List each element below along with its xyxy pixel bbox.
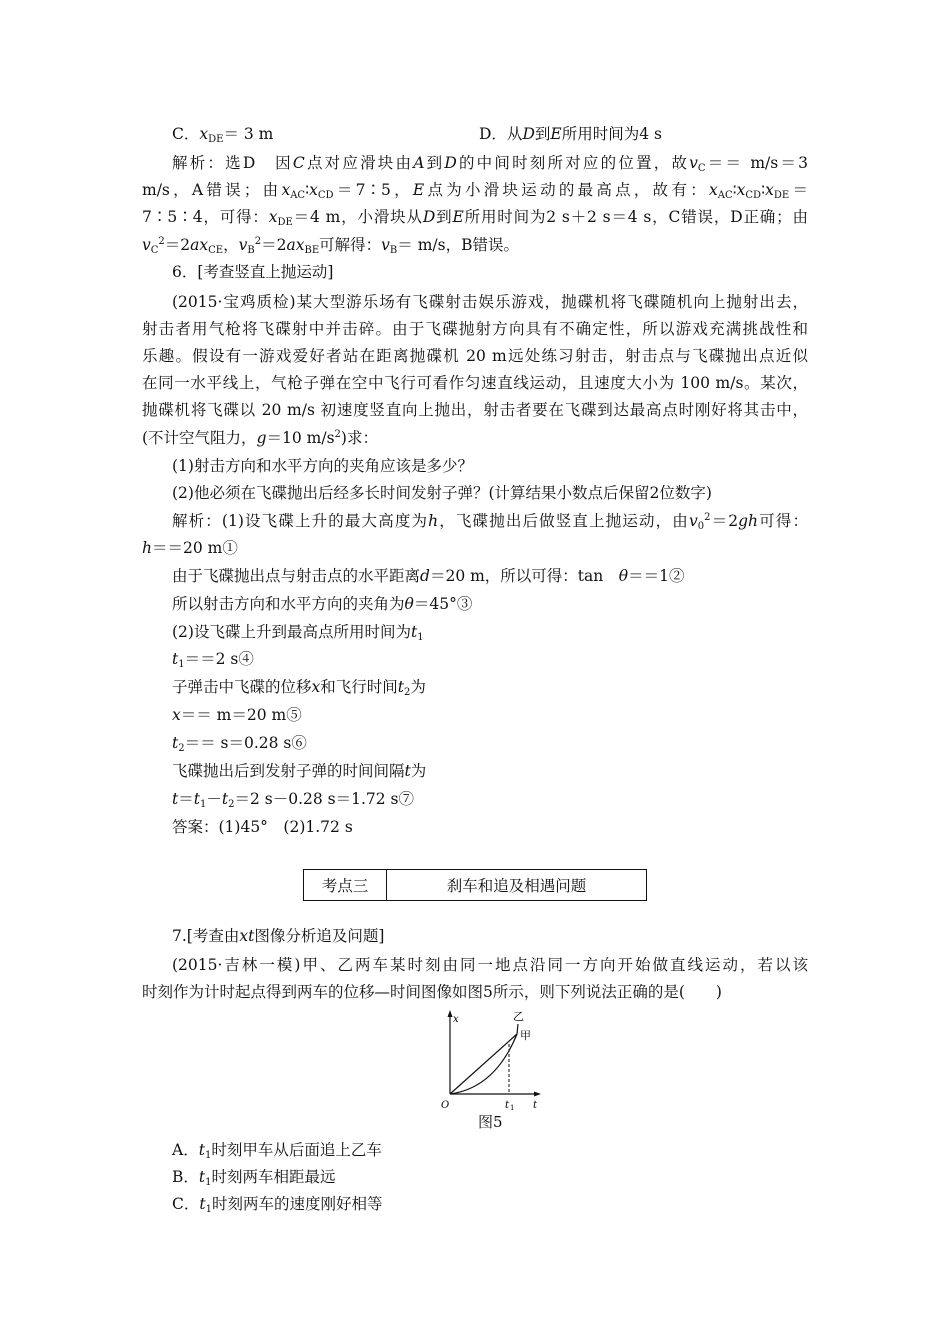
var: x (172, 706, 181, 724)
text: B． (172, 1168, 199, 1186)
text: 时刻甲车从后面追上乙车 (211, 1141, 382, 1159)
var: ax (286, 236, 305, 254)
q6-para-line6 (142, 428, 378, 448)
var: E (412, 181, 425, 199)
var: v (238, 236, 248, 254)
var: t (410, 623, 418, 641)
sub: BE (304, 245, 320, 256)
text: 为 (410, 678, 426, 696)
sub: CE (208, 245, 224, 256)
option-c-text: ＝ 3 m (223, 125, 274, 143)
q6-solution-line11 (172, 789, 414, 809)
sub: DE (208, 134, 224, 145)
option-c-label: C． (172, 125, 200, 143)
q6-solution-line10 (172, 761, 426, 781)
text: ＝2 (710, 512, 739, 530)
text: 所用时间为2 s＋2 s＝4 s，C错误，D正确；由 (463, 208, 808, 226)
text: ＝＝ m/s＝3 (705, 154, 808, 172)
q6-solution-line8 (172, 705, 302, 725)
text: (2)设飞碟上升到最高点所用时间为 (172, 623, 411, 641)
q7-option-a (172, 1140, 382, 1160)
text: ＝＝2 s④ (184, 650, 254, 668)
var: t (397, 678, 405, 696)
sub: DE (773, 190, 790, 201)
text: ＝ (178, 790, 194, 808)
t-axis-label: t (533, 1100, 538, 1110)
q7-title (172, 926, 384, 946)
var: h (428, 512, 439, 530)
sub: 0 (697, 521, 705, 532)
sup: 2 (334, 429, 341, 440)
sub: 1 (205, 1204, 212, 1215)
var: t (172, 790, 179, 808)
analysis5-line4 (142, 235, 519, 255)
var: θ (404, 595, 414, 613)
section-title: 刹车和追及相遇问题 (446, 877, 587, 895)
figure-caption: 图5 (478, 1113, 503, 1131)
text: 飞碟抛出后到发射子弹的时间间隔 (172, 762, 405, 780)
var: E (550, 125, 562, 143)
text: )求： (340, 429, 378, 447)
sup: 2 (158, 236, 165, 247)
text: 7∶5∶4，可得： (142, 208, 269, 226)
q6-solution-line7 (172, 677, 426, 697)
text: ＝4 m，小滑块从 (292, 208, 423, 226)
text: 子弹击中飞碟的位移 (172, 678, 312, 696)
q6-para-line1: (2015·宝鸡质检)某大型游乐场有飞碟射击娱乐游戏，抛碟机将飞碟随机向上抛射出去， (172, 293, 808, 311)
text: ＝＝1② (628, 567, 685, 585)
var: t (198, 1141, 205, 1159)
var: x (309, 181, 318, 199)
var: θ (618, 567, 629, 585)
sub: 1 (204, 1150, 212, 1161)
text: ＝2 (261, 236, 287, 254)
sub: 1 (178, 659, 185, 670)
sub: C (697, 163, 706, 174)
section-header-table (303, 869, 647, 901)
text: ＝ (789, 181, 808, 199)
var: t (404, 762, 411, 780)
option-d (479, 124, 662, 144)
text: ， (223, 236, 239, 254)
var: t (172, 650, 179, 668)
var: gh (738, 512, 759, 530)
text: ＝2 s－0.28 s＝1.72 s⑦ (234, 790, 415, 808)
q6-solution-line9 (172, 733, 307, 753)
var: ax (190, 236, 209, 254)
text: 点对应滑块由 (304, 154, 414, 172)
q6-solution-line3 (172, 566, 684, 586)
var: v (689, 154, 698, 172)
var: x (736, 181, 746, 199)
option-c (172, 124, 273, 144)
q6-solution-line5 (172, 622, 424, 642)
option-d-text: 所用时间为4 s (561, 125, 662, 143)
text: － (206, 790, 222, 808)
text: 所以射击方向和水平方向的夹角为 (172, 595, 405, 613)
var: D (522, 125, 535, 143)
q6-para-line4: 在同一水平线上，气枪子弹在空中飞行可看作匀速直线运动，且速度大小为 100 m/s。某次， (142, 374, 808, 392)
q6-solution-line6 (172, 649, 254, 669)
text: ＝2 (164, 236, 191, 254)
t-axis-arrow (534, 1092, 541, 1097)
curve-yi (450, 1024, 518, 1094)
var: v (142, 236, 151, 254)
sub: CD (745, 190, 762, 201)
var: t (193, 790, 200, 808)
var: xt (239, 927, 255, 945)
sub: C (150, 245, 159, 256)
origin-label: O (441, 1100, 450, 1110)
xt-graph-figure (425, 1006, 555, 1110)
q6-solution-line4 (172, 594, 472, 614)
sub: B (389, 245, 398, 256)
q6-answer: 答案：(1)45° (2)1.72 s (172, 818, 353, 836)
q6-sub2: (2)他必须在飞碟抛出后经多长时间发射子弹？(计算结果小数点后保留2位数字) (172, 484, 712, 502)
var: v (688, 512, 698, 530)
q7-para-line2: 时刻作为计时起点得到两车的位移—时间图像如图5所示，则下列说法正确的是( ) (142, 983, 722, 1001)
sub: 1 (199, 799, 207, 810)
text: ＝45°③ (413, 595, 473, 613)
sub: B (247, 245, 255, 256)
text: ＝＝20 m① (151, 539, 238, 557)
sub: 1 (205, 1177, 212, 1188)
q6-para-line3: 乐趣。假设有一游戏爱好者站在距离抛碟机 20 m远处练习射击，射击点与飞碟抛出点近似 (142, 347, 808, 365)
q7-option-b (172, 1167, 336, 1187)
var: x (311, 678, 321, 696)
text: 点为小滑块运动的最高点，故有： (424, 181, 709, 199)
text: ∶ (761, 181, 766, 199)
sub: AC (290, 190, 306, 201)
option-d-label: D．从 (479, 125, 523, 143)
text: 到 (424, 154, 445, 172)
text: 解析：(1)设飞碟上升的最大高度为 (172, 512, 429, 530)
var: t (199, 1195, 206, 1213)
var: x (708, 181, 718, 199)
text: ，飞碟抛出后做竖直上抛运动，由 (438, 512, 689, 530)
t1-label: t (505, 1100, 510, 1110)
var: t (221, 790, 229, 808)
curve-jia (450, 1034, 517, 1094)
t1-sub-label: 1 (510, 1104, 515, 1110)
text: ＝7∶5， (333, 181, 413, 199)
sub: AC (717, 190, 733, 201)
var: v (381, 236, 390, 254)
text: (不计空气阻力， (142, 429, 257, 447)
var: h (142, 539, 152, 557)
text: 时刻两车的速度刚好相等 (211, 1195, 383, 1213)
text: m/s，A错误；由 (142, 181, 282, 199)
x-axis-label: x (453, 1014, 459, 1025)
text: ＝10 m/s (266, 429, 335, 447)
text: 7.[考查由 (172, 927, 240, 945)
sup: 2 (254, 236, 262, 247)
var: t (198, 1168, 206, 1186)
curve-jia-label: 甲 (520, 1029, 531, 1042)
analysis5-line1 (172, 153, 808, 173)
var: x (268, 208, 278, 226)
sup: 2 (704, 512, 711, 523)
var: A (413, 154, 425, 172)
sub: DE (277, 217, 293, 228)
text: ∶ (732, 181, 737, 199)
sub: 2 (404, 687, 411, 698)
sub: 2 (178, 743, 185, 754)
curve-yi-label: 乙 (513, 1010, 524, 1023)
text: ＝ m/s，B错误。 (397, 236, 519, 254)
text: 和飞行时间 (320, 678, 398, 696)
var: x (281, 181, 291, 199)
text: 时刻两车相距最远 (211, 1168, 336, 1186)
q6-solution-line2 (142, 538, 238, 558)
text: 可解得： (319, 236, 382, 254)
text: ∶ (305, 181, 310, 199)
var: x (765, 181, 774, 199)
text: 可得： (758, 512, 808, 530)
analysis5-line3 (142, 207, 808, 227)
text: 到 (534, 125, 551, 143)
var: D (444, 154, 457, 172)
q6-solution-line1 (172, 511, 808, 531)
var: x (199, 125, 209, 143)
q6-para-line2: 射击者用气枪将飞碟射中并击碎。由于飞碟抛射方向具有不确定性，所以游戏充满挑战性和 (142, 320, 808, 338)
var: d (420, 567, 430, 585)
text: 的中间时刻所对应的位置，故 (456, 154, 690, 172)
q6-title: 6．[考查竖直上抛运动] (172, 263, 334, 281)
text: A． (172, 1141, 199, 1159)
sub: 1 (417, 632, 424, 643)
analysis5-line2 (142, 180, 808, 200)
text: 图像分析追及问题] (254, 927, 385, 945)
q6-sub1: (1)射击方向和水平方向的夹角应该是多少？ (172, 457, 473, 475)
text: 解析：选D 因 (172, 154, 293, 172)
text: ＝20 m，所以可得：tan (429, 567, 619, 585)
q7-option-c (172, 1194, 383, 1214)
text: ＝＝ s＝0.28 s⑥ (184, 734, 307, 752)
x-axis-arrow (448, 1010, 453, 1017)
var: E (452, 208, 464, 226)
text: 由于飞碟抛出点与射击点的水平距离 (172, 567, 421, 585)
sub: 2 (228, 799, 235, 810)
var: C (292, 154, 305, 172)
var: D (422, 208, 436, 226)
var: t (172, 734, 179, 752)
text: C． (172, 1195, 200, 1213)
var: g (256, 429, 267, 447)
q6-para-line5: 抛碟机将飞碟以 20 m/s 初速度竖直向上抛出，射击者要在飞碟到达最高点时刚好将其击中， (142, 401, 808, 419)
section-label: 考点三 (304, 870, 387, 900)
sub: CD (317, 190, 334, 201)
text: 为 (410, 762, 427, 780)
text: 到 (435, 208, 453, 226)
text: ＝＝ m＝20 m⑤ (180, 706, 302, 724)
q7-para-line1: (2015·吉林一模)甲、乙两车某时刻由同一地点沿同一方向开始做直线运动，若以该 (172, 956, 808, 974)
